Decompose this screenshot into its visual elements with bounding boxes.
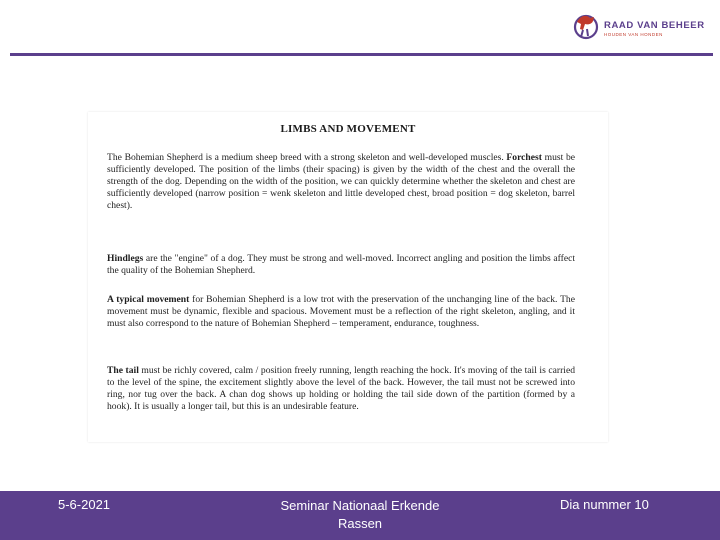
body-text: for Bohemian Shepherd is a low trot with the preservation of the unchanging line of the back. The movement must be dynamic, flexible and spacious. Movement must be a reflection of the right skeleton, angling, and it must also correspond to the nature of Bohemian Shepherd – temperament, endurance, toughness. bbox=[107, 294, 575, 329]
bold-term: The tail bbox=[107, 365, 139, 376]
dog-logo-icon bbox=[572, 10, 600, 44]
bold-term: Forchest bbox=[506, 152, 542, 163]
document-image bbox=[88, 112, 608, 442]
paragraph-forchest bbox=[107, 152, 575, 212]
footer-title: Seminar Nationaal Erkende Rassen bbox=[280, 498, 440, 531]
bold-term: A typical movement bbox=[107, 294, 190, 305]
body-text: must be richly covered, calm / position freely running, length reaching the hock. It's moving of the tail is carried to the level of the spine, the excitement slightly above the level of the back. However, the tail must not be screwed into ring, nor tug over the back. A chan dog shows up holding or holding the tail side down of the partition (formed by a hook). It is usually a longer tail, but this is an undesirable feature. bbox=[107, 365, 575, 412]
document-title: LIMBS AND MOVEMENT bbox=[280, 123, 416, 135]
body-text: The Bohemian Shepherd is a medium sheep breed with a strong skeleton and well-developed muscles. bbox=[107, 152, 507, 163]
footer-date: 5-6-2021 bbox=[58, 497, 111, 512]
body-text: must be sufficiently developed. The position of the limbs (their spacing) is given by the width of the chest and the overall the strength of the dog. Depending on the width of the position, we can quickly determine whether the skeleton and chest are sufficiently developed (narrow position = wenk skeleton and little developed chest, broad position = dog skeleton, barrel chest). bbox=[107, 152, 576, 211]
logo-tagline: HOUDEN VAN HONDEN bbox=[604, 32, 663, 37]
slide-number: Dia nummer 10 bbox=[560, 497, 649, 512]
paragraph-hindlegs bbox=[107, 253, 575, 277]
bold-term: Hindlegs bbox=[107, 253, 144, 264]
logo bbox=[570, 8, 710, 48]
paragraph-tail bbox=[107, 365, 575, 413]
header-divider bbox=[10, 53, 713, 56]
footer-bar bbox=[0, 491, 720, 540]
paragraph-movement bbox=[107, 294, 575, 330]
logo-name: RAAD VAN BEHEER bbox=[604, 20, 705, 31]
body-text: are the "engine" of a dog. They must be strong and well-moved. Incorrect angling and position the limbs affect the quality of the Bohemian Shepherd. bbox=[107, 253, 575, 276]
